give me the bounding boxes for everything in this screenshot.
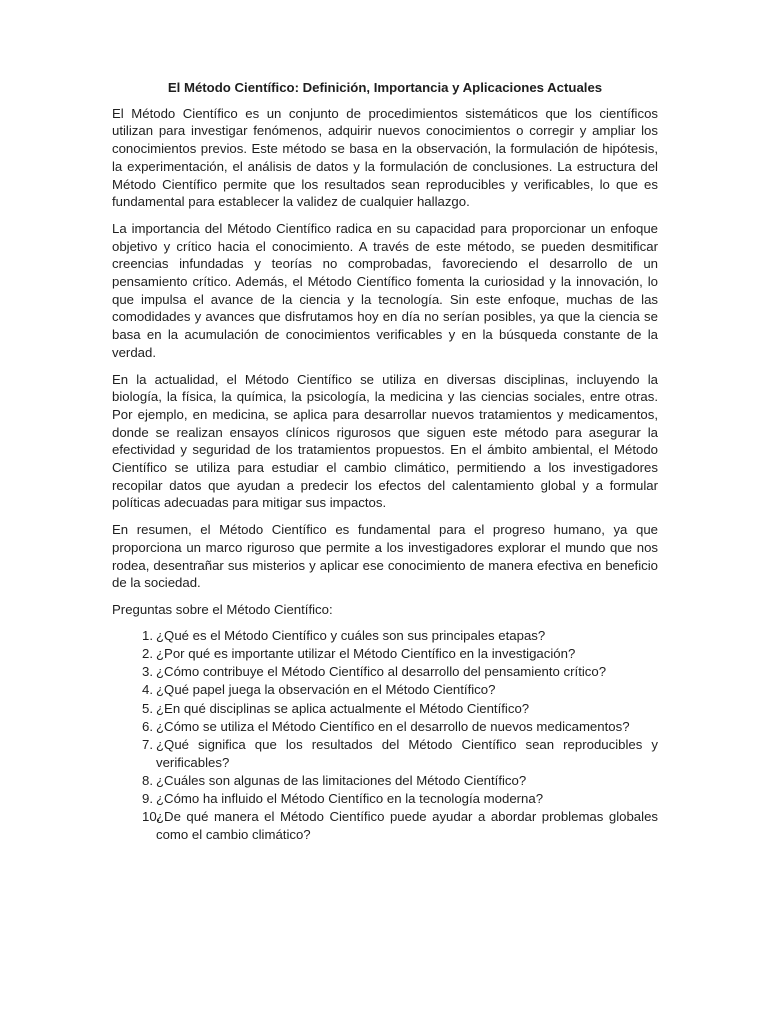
question-text: ¿En qué disciplinas se aplica actualmente el Método Científico? — [156, 700, 530, 716]
list-item — [112, 736, 658, 771]
list-number-label: 3. — [142, 664, 153, 680]
list-number — [112, 808, 161, 843]
document-page — [112, 79, 658, 844]
paragraph-summary: En resumen, el Método Científico es fundamental para el progreso humano, ya que proporciona un marco riguroso que permite a los investigadores explorar el mundo que nos rodea, desentrañar sus misterios y aplicar ese conocimiento de manera efectiva en beneficio de la sociedad. — [112, 522, 658, 591]
question-text: ¿Cómo se utiliza el Método Científico en el desarrollo de nuevos medicamentos? — [156, 718, 630, 734]
list-number — [112, 627, 156, 645]
document-title: El Método Científico: Definición, Importancia y Aplicaciones Actuales — [167, 80, 603, 95]
question-text: ¿Qué es el Método Científico y cuáles son sus principales etapas? — [156, 627, 546, 643]
paragraph-applications: En la actualidad, el Método Científico se utiliza en diversas disciplinas, incluyendo la biología, la física, la química, la psicología, la medicina y las ciencias sociales, entre otras. Por ejemplo, en medicina, se aplica para desarrollar nuevos tratamientos y medicamentos, donde se realizan ensayos clínicos rigurosos que siguen este método para asegurar la efectividad y seguridad de los tratamientos propuestos. En el ámbito ambiental, el Método Científico se utiliza para estudiar el cambio climático, permitiendo a los investigadores recopilar datos que ayudan a predecir los efectos del calentamiento global y a formular políticas adecuadas para mitigar sus impactos. — [112, 371, 658, 511]
question-text: ¿Qué significa que los resultados del Método Científico sean reproducibles y verificables? — [156, 736, 658, 770]
question-text: ¿Cómo contribuye el Método Científico al desarrollo del pensamiento crítico? — [156, 664, 607, 680]
paragraph-definition: El Método Científico es un conjunto de procedimientos sistemáticos que los científicos utilizan para investigar fenómenos, adquirir nuevos conocimientos o corregir y ampliar los conocimientos previos. Este método se basa en la observación, la formulación de hipótesis, la experimentación, el análisis de datos y la formulación de conclusiones. La estructura del Método Científico permite que los resultados sean reproducibles y verificables, lo que es fundamental para establecer la validez de cualquier hallazgo. — [112, 105, 658, 210]
list-item — [112, 790, 658, 808]
list-item — [112, 681, 658, 699]
list-number-label: 10. — [142, 809, 161, 825]
list-number — [112, 681, 156, 699]
list-item — [112, 663, 658, 681]
list-number-label: 8. — [142, 772, 153, 788]
questions-list — [112, 627, 658, 844]
list-number-label: 4. — [142, 682, 153, 698]
question-text: ¿De qué manera el Método Científico puede ayudar a abordar problemas globales como el cambio climático? — [156, 809, 658, 842]
list-item — [112, 718, 658, 736]
list-number-label: 9. — [142, 791, 153, 807]
list-number-label: 7. — [142, 736, 153, 752]
list-number — [112, 736, 156, 771]
list-number-label: 1. — [142, 627, 153, 643]
question-text: ¿Cómo ha influido el Método Científico en la tecnología moderna? — [156, 791, 544, 807]
question-text: ¿Cuáles son algunas de las limitaciones del Método Científico? — [156, 772, 527, 788]
list-number-label: 2. — [142, 645, 153, 661]
list-number — [112, 772, 156, 790]
questions-heading: Preguntas sobre el Método Científico: — [112, 601, 333, 617]
paragraph-importance: La importancia del Método Científico radica en su capacidad para proporcionar un enfoque objetivo y crítico hacia el conocimiento. A través de este método, se pueden desmitificar creencias infundadas y teorías no comprobadas, favoreciendo el desarrollo de un pensamiento crítico. Además, el Método Científico fomenta la curiosidad y la innovación, lo que impulsa el avance de la ciencia y la tecnología. Sin este enfoque, muchas de las comodidades y avances que disfrutamos hoy en día no serían posibles, ya que la ciencia se basa en la acumulación de conocimientos verificables y en la búsqueda constante de la verdad. — [112, 220, 658, 360]
list-item — [112, 627, 658, 645]
list-number — [112, 718, 156, 736]
list-number — [112, 663, 156, 681]
list-item — [112, 645, 658, 663]
list-number-label: 6. — [142, 718, 153, 734]
list-number — [112, 700, 156, 718]
question-text: ¿Qué papel juega la observación en el Método Científico? — [156, 682, 496, 698]
list-number — [112, 645, 156, 663]
question-text: ¿Por qué es importante utilizar el Método Científico en la investigación? — [156, 645, 576, 661]
list-item — [112, 772, 658, 790]
list-number-label: 5. — [142, 700, 153, 716]
list-item — [112, 700, 658, 718]
list-number — [112, 790, 156, 808]
list-item — [112, 808, 658, 843]
